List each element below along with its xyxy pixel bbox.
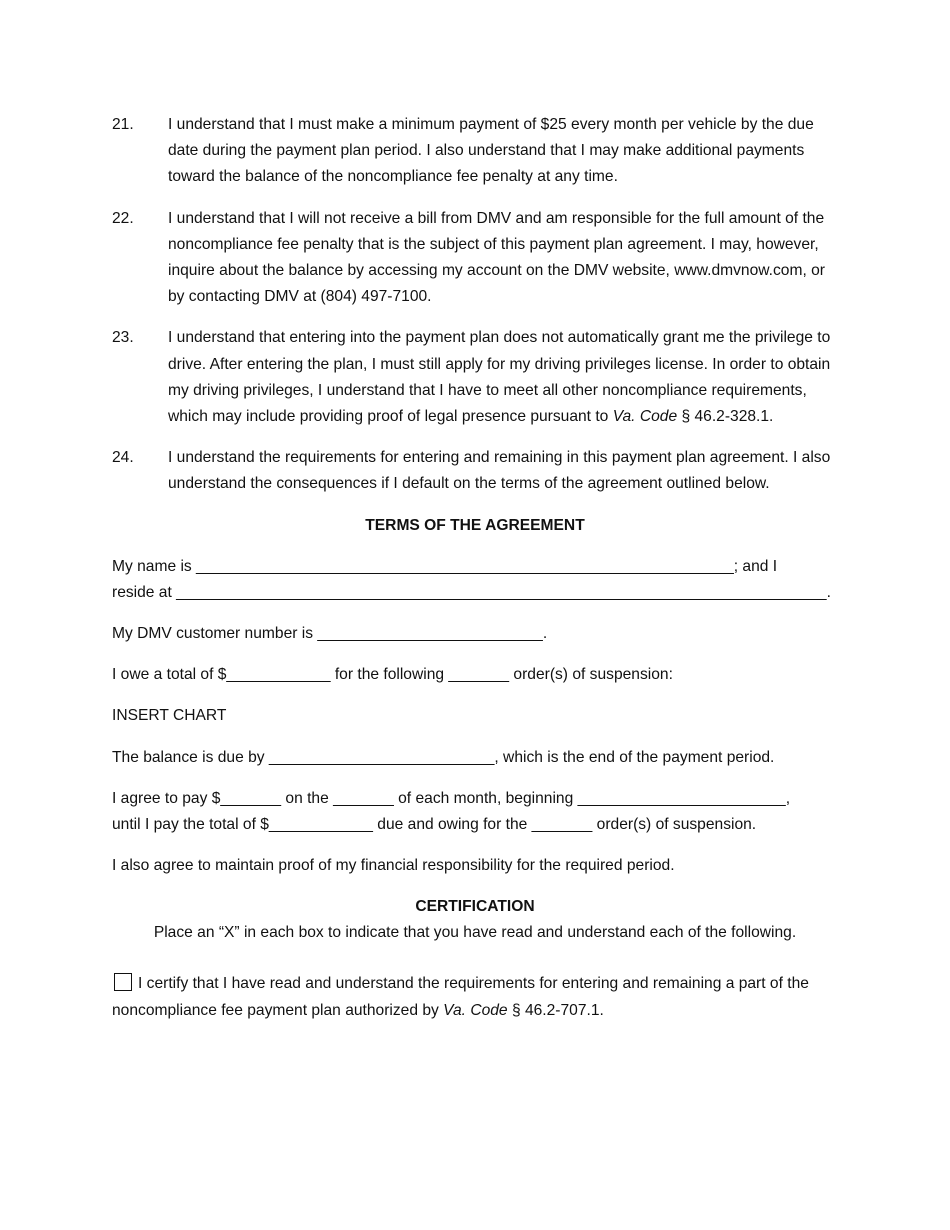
item-text bbox=[168, 325, 838, 430]
certification-text: § 46.2-707.1. bbox=[507, 1001, 604, 1019]
item-text: I understand that I will not receive a bill from DMV and am responsible for the full amount of the noncompliance fee penalty that is the subject of this payment plan agreement. I may, however, inquire about the balance by accessing my account on the DMV website, www.dmvnow.com, or by contacting DMV at (804) 497-7100. bbox=[168, 209, 826, 306]
item-text-part: § 46.2-328.1. bbox=[677, 408, 774, 426]
item-number: 22. bbox=[112, 209, 134, 227]
item-text-part: I understand that entering into the payment plan does not automatically grant me the privilege to drive. After entering the plan, I must still apply for my driving privileges license. In order to obtain my driving privileges, I understand that I have to meet all other noncompliance requirements, which may include providing proof of legal presence pursuant to bbox=[168, 329, 831, 426]
item-text: I understand the requirements for entering and remaining in this payment plan agreement. I also understand the consequences if I default on the terms of the agreement outlined below. bbox=[168, 449, 831, 493]
certification-text: I certify that I have read and understand the requirements for entering and remaining a part of the noncompliance fee payment plan authorized by bbox=[112, 975, 809, 1019]
agree-line[interactable]: until I pay the total of $____________ due and owing for the _______ order(s) of suspension. bbox=[112, 816, 757, 834]
balance-due-field[interactable]: The balance is due by __________________________, which is the end of the payment period. bbox=[112, 748, 775, 766]
certification-instruction: Place an “X” in each box to indicate that you have read and understand each of the following. bbox=[153, 924, 797, 942]
owe-total-field[interactable]: I owe a total of $____________ for the following _______ order(s) of suspension: bbox=[112, 666, 673, 684]
certify-checkbox[interactable] bbox=[114, 973, 132, 991]
item-number: 24. bbox=[112, 449, 134, 467]
certification-heading: CERTIFICATION bbox=[415, 898, 535, 916]
terms-heading: TERMS OF THE AGREEMENT bbox=[365, 516, 585, 534]
reside-line[interactable]: reside at ___________________________________________________________________________. bbox=[112, 583, 831, 601]
item-number: 21. bbox=[112, 116, 134, 133]
name-line[interactable]: My name is ______________________________________________________________; and I bbox=[112, 557, 778, 575]
insert-chart-placeholder: INSERT CHART bbox=[112, 707, 227, 725]
item-number: 23. bbox=[112, 329, 134, 347]
certification-statement bbox=[112, 971, 838, 1023]
list-item-21 bbox=[112, 112, 838, 191]
customer-number-field[interactable]: My DMV customer number is __________________________. bbox=[112, 625, 548, 643]
code-citation: Va. Code bbox=[443, 1001, 508, 1019]
list-item-24 bbox=[112, 445, 838, 497]
payment-agreement-field[interactable] bbox=[112, 786, 838, 838]
item-text: I understand that I must make a minimum payment of $25 every month per vehicle by the due date during the payment plan period. I also understand that I may make additional payments toward the balance of the noncompliance fee penalty at any time. bbox=[168, 116, 814, 186]
list-item-23 bbox=[112, 325, 838, 430]
name-residence-field[interactable] bbox=[112, 554, 838, 606]
code-citation: Va. Code bbox=[612, 408, 678, 426]
list-item-22 bbox=[112, 206, 838, 311]
financial-responsibility-text: I also agree to maintain proof of my financial responsibility for the required period. bbox=[112, 857, 675, 875]
document-page bbox=[112, 112, 838, 1024]
agree-line[interactable]: I agree to pay $_______ on the _______ of each month, beginning ________________________, bbox=[112, 789, 791, 807]
